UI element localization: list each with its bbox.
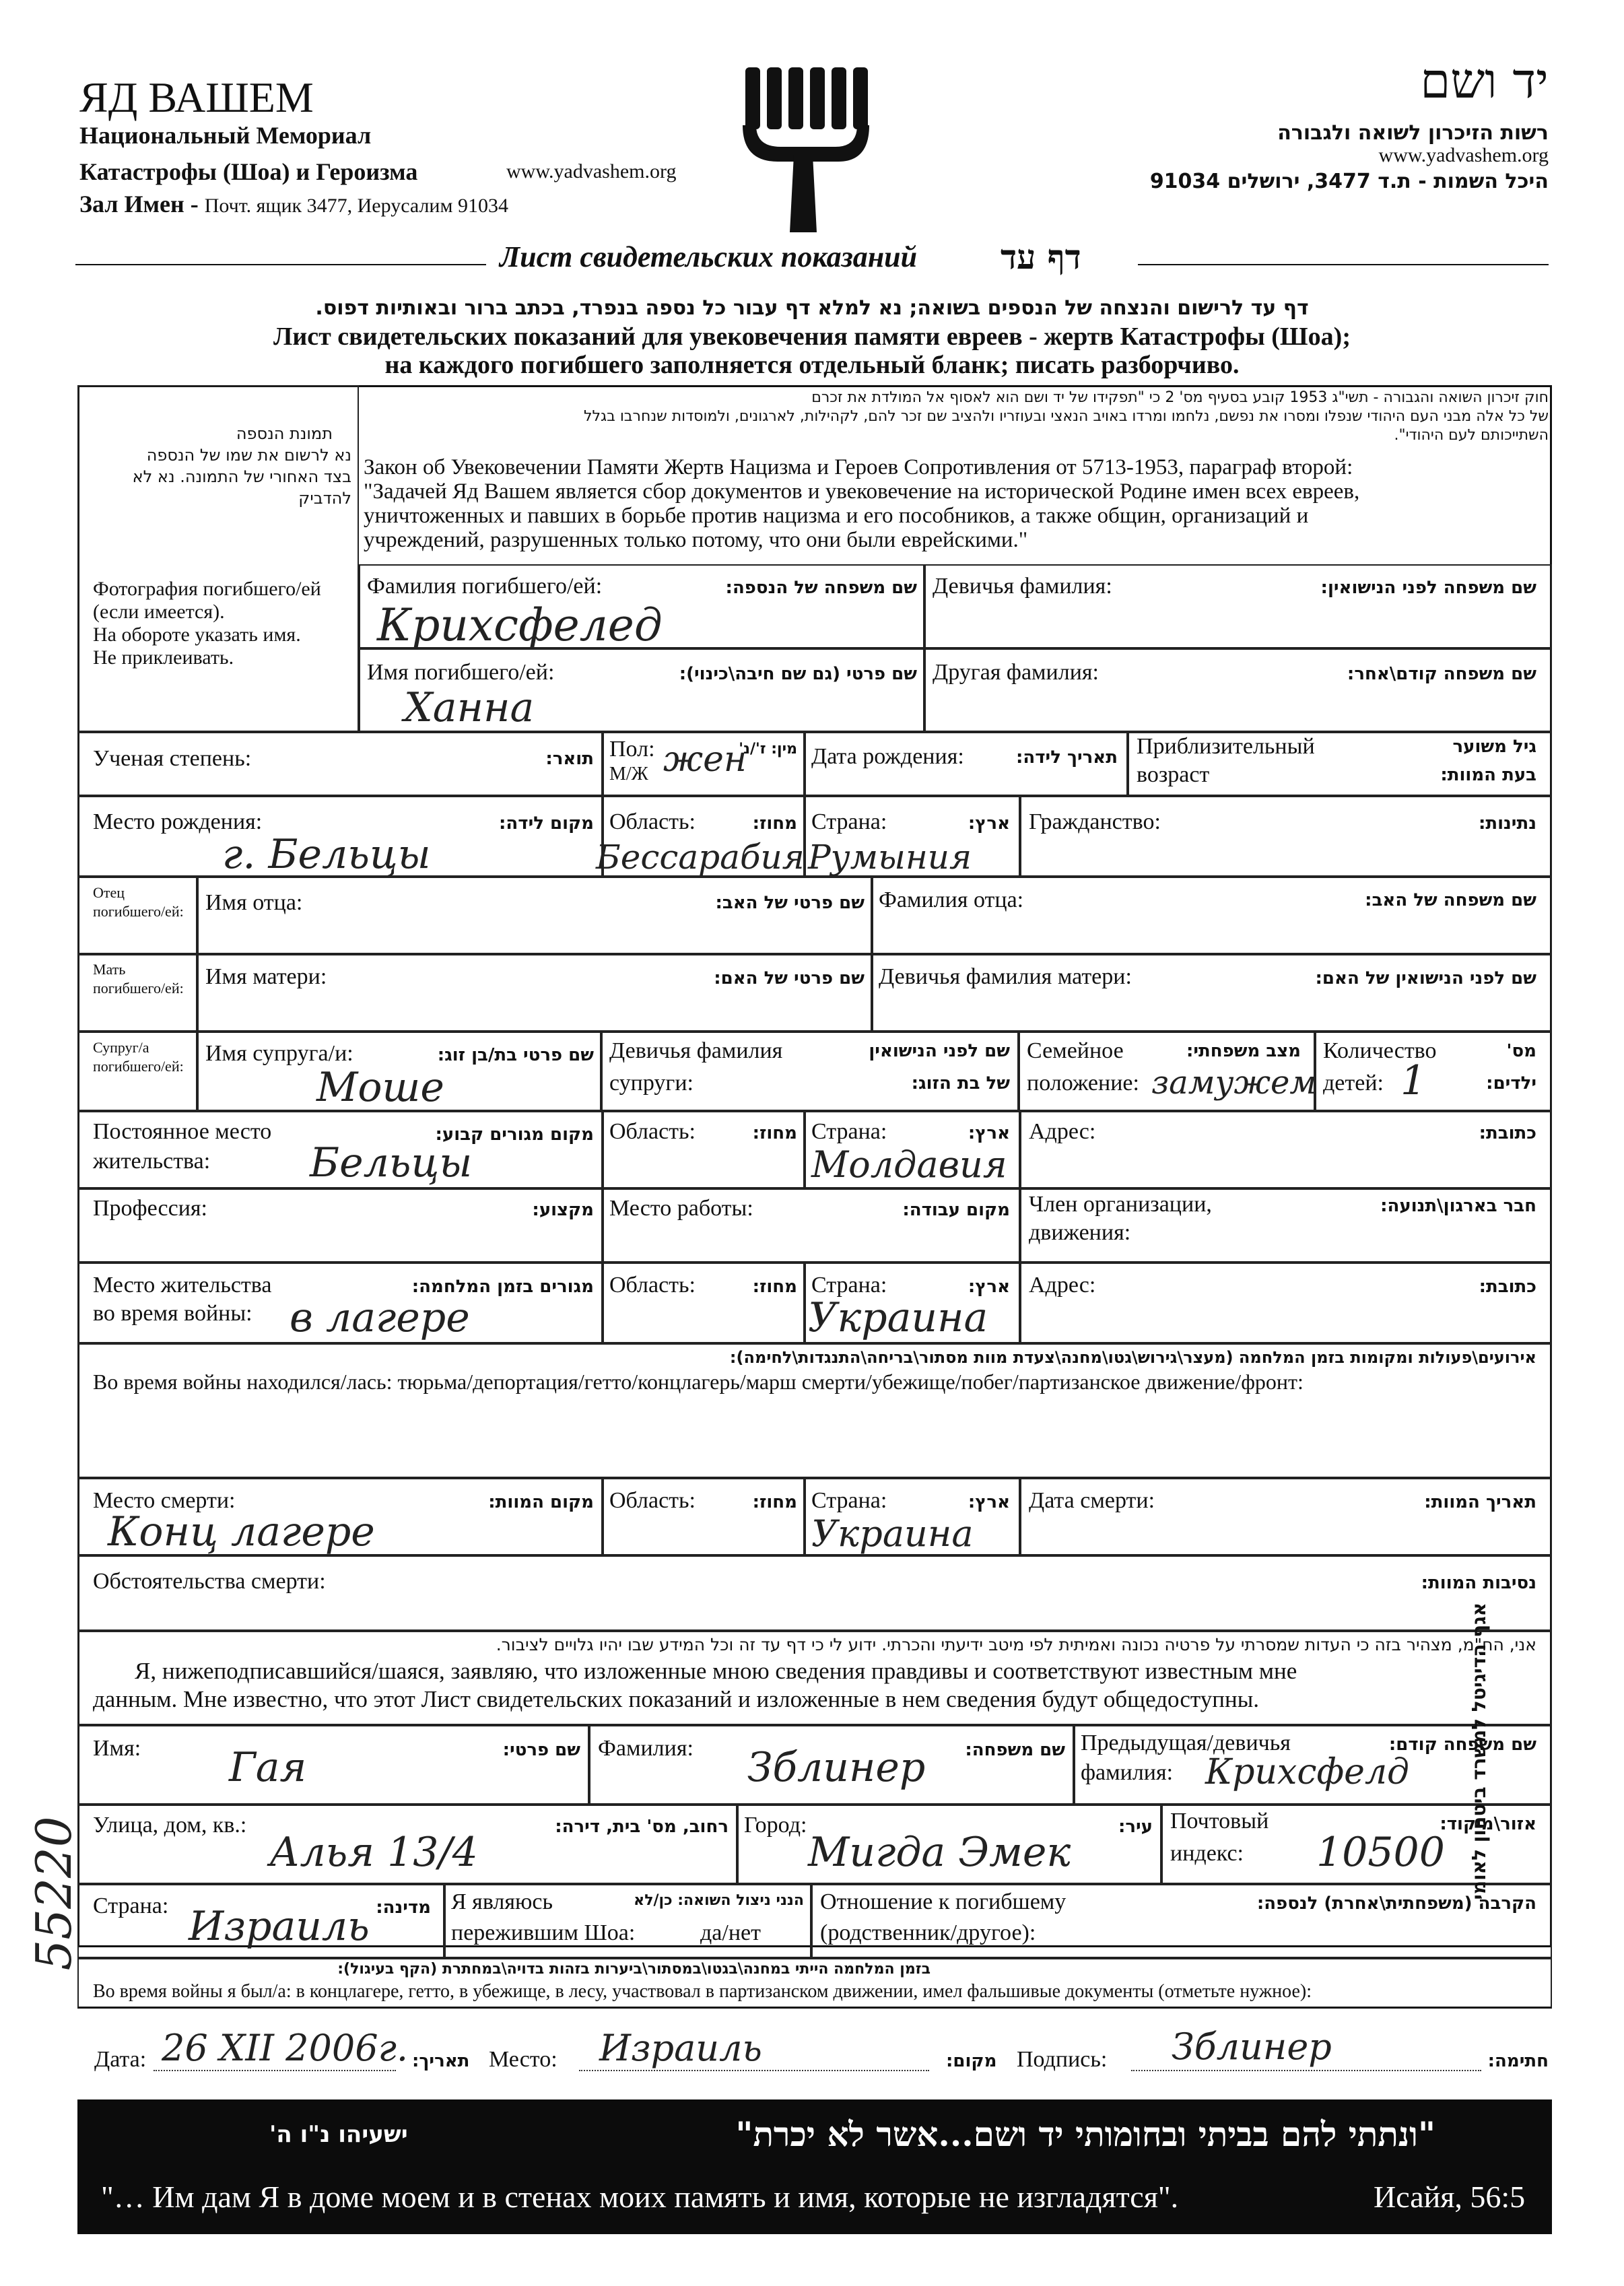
label-death-circ-ru: Обстоятельства смерти: xyxy=(93,1569,326,1594)
label-sign-ru: Подпись: xyxy=(1017,2047,1108,2072)
handwritten-margin-number: 55220 xyxy=(26,1816,82,1971)
handwritten-submitter-zip: 10500 xyxy=(1316,1829,1445,1876)
label-age-ru-2: возраст xyxy=(1137,762,1210,787)
header-hall-of-names xyxy=(79,190,508,218)
handwritten-place: Израиль xyxy=(599,2027,762,2069)
label-mother-maiden-he: שם לפני הנישואין של האם: xyxy=(1315,968,1536,988)
hall-of-names-label: Зал Имен - xyxy=(79,191,199,217)
photo-ru-1: Фотография погибшего/ей xyxy=(93,578,321,600)
declaration-ru-2: данным. Мне известно, что этот Лист свидетельских показаний и изложенные в нем сведения будут общедоступны. xyxy=(93,1686,1259,1712)
date-underline xyxy=(154,2070,396,2071)
label-mother-maiden-ru: Девичья фамилия матери: xyxy=(879,964,1132,989)
law-ru-2: "Задачей Яд Вашем является сбор документов и увековечение на исторической Родине имен всех евреев, xyxy=(364,479,1360,504)
label-surname-he: שם משפחה של הנספה: xyxy=(725,578,917,598)
label-region-ru: Область: xyxy=(609,809,696,834)
label-children-ru-1: Количество xyxy=(1323,1038,1437,1063)
label-res-country-he: ארץ: xyxy=(968,1123,1010,1143)
label-death-place-he: מקום המוות: xyxy=(488,1492,594,1512)
label-res-address-ru: Адрес: xyxy=(1029,1119,1096,1144)
header-hall-of-names-he: היכל השמות - ת.ד 3477, ירושלים 91034 xyxy=(1149,170,1549,193)
label-surname-ru: Фамилия погибшего/ей: xyxy=(367,574,603,599)
instructions-he: דף עד לרישום והנצחה של הנספים בשואה; נא למלא דף עבור כל נספה בנפרד, בכתב ברור ובאותיות דפוס. xyxy=(315,296,1309,320)
label-war-events-ru: Во время войны находился/лась: тюрьма/депортация/гетто/концлагерь/марш смерти/убежище/побег/партизанское движение/фронт: xyxy=(93,1370,1304,1394)
label-war-address-ru: Адрес: xyxy=(1029,1273,1096,1298)
photo-he-1: תמונת הנספה xyxy=(236,424,333,443)
handwritten-submitter-prev: Крихсфелд xyxy=(1205,1752,1410,1792)
label-mother-he: שם פרטי של האם: xyxy=(714,968,865,988)
label-sub-prev-ru-2: фамилия: xyxy=(1081,1760,1174,1785)
label-death-region-he: מחוז: xyxy=(752,1492,797,1512)
field-citizenship[interactable] xyxy=(1020,796,1552,877)
label-pob-he: מקום לידה: xyxy=(499,813,594,834)
instructions-ru-1: Лист свидетельских показаний для увековечения памяти евреев - жертв Катастрофы (Шоа); xyxy=(273,323,1351,351)
label-survivor-ru-2: пережившим Шоа: xyxy=(451,1920,636,1945)
label-residence-ru-2: жительства: xyxy=(93,1149,211,1174)
label-citizen-ru: Гражданство: xyxy=(1029,809,1161,834)
law-he-2: של כל אלה מבני העם היהודי שנפלו ומסרו את נפשם, נלחמו ומרדו באויב הנאצי ובעוזריו ולהציב שם זכר להם, לקהילות, לארגונים, ולמוסדות שנחרבו בגלל xyxy=(584,408,1549,425)
label-marital-ru-2: положение: xyxy=(1027,1071,1139,1096)
label-age-he-1: גיל משוער xyxy=(1452,737,1536,757)
label-relation-ru-2: (родственник/другое): xyxy=(820,1920,1036,1945)
banner-he-reference: ישעיהו נ"ו ה' xyxy=(269,2121,408,2148)
label-war-country-ru: Страна: xyxy=(811,1273,887,1298)
label-maiden-ru: Девичья фамилия: xyxy=(933,574,1112,599)
label-war-address-he: כתובת: xyxy=(1479,1277,1536,1297)
handwritten-firstname: Ханна xyxy=(404,684,535,731)
label-death-place-ru: Место смерти: xyxy=(93,1488,236,1513)
label-sub-street-ru: Улица, дом, кв.: xyxy=(93,1813,247,1838)
label-war-res-he: מגורים בזמן המלחמה: xyxy=(411,1277,594,1297)
label-res-region-ru: Область: xyxy=(609,1119,696,1144)
hall-of-names-address: Почт. ящик 3477, Иерусалим 91034 xyxy=(204,195,508,217)
label-death-country-ru: Страна: xyxy=(811,1488,887,1513)
label-sub-surname-he: שם משפחה: xyxy=(965,1740,1065,1760)
label-age-he-2: בעת המוות: xyxy=(1440,765,1536,785)
label-spouse-side: Супруг/а погибшего/ей: xyxy=(93,1039,184,1075)
law-ru-4: учреждений, разрушенных только потому, что они были еврейскими." xyxy=(364,528,1028,552)
photo-ru-3: На обороте указать имя. xyxy=(93,624,301,646)
label-dob-ru: Дата рождения: xyxy=(811,744,964,769)
handwritten-children: 1 xyxy=(1400,1057,1427,1104)
label-profession-ru: Профессия: xyxy=(93,1196,207,1221)
handwritten-res-country: Молдавия xyxy=(811,1143,1007,1186)
label-survivor-he: הנני ניצול השואה: כן/לא xyxy=(634,1892,804,1909)
label-war-res-ru-2: во время войны: xyxy=(93,1301,252,1326)
label-death-region-ru: Область: xyxy=(609,1488,696,1513)
handwritten-submitter-surname: Зблинер xyxy=(747,1744,926,1791)
label-spouse-ru: Имя супруга/и: xyxy=(205,1041,353,1066)
label-spouse-maiden-he-2: של בת הזוג: xyxy=(911,1073,1010,1094)
label-member-ru-2: движения: xyxy=(1029,1220,1131,1245)
field-submitter-name[interactable] xyxy=(77,1725,589,1805)
label-res-region-he: מחוז: xyxy=(752,1123,797,1143)
label-work-he: מקום עבודה: xyxy=(902,1200,1010,1220)
label-death-date-he: תאריך המוות: xyxy=(1424,1492,1536,1512)
label-sex-he: מין: ז'/נ' xyxy=(739,741,797,758)
label-relation-he: הקרבה (משפחתית\אחרת) לנספה: xyxy=(1256,1893,1536,1914)
label-country-ru: Страна: xyxy=(811,809,887,834)
label-member-ru-1: Член организации, xyxy=(1029,1192,1212,1217)
label-sub-city-ru: Город: xyxy=(744,1813,807,1838)
photo-ru-2: (если имеется). xyxy=(93,601,225,623)
label-other-he: שם משפחה קודם\אחר: xyxy=(1347,664,1536,684)
label-spouse-he: שם פרטי בת/בן זוג: xyxy=(437,1045,594,1065)
handwritten-date: 26 XII 2006г. xyxy=(162,2027,409,2069)
label-sub-zip-he: אזור\מיקוד: xyxy=(1440,1814,1536,1834)
instructions-ru-2: на каждого погибшего заполняется отдельный бланк; писать разборчиво. xyxy=(384,351,1240,379)
signature-underline xyxy=(1131,2070,1481,2071)
label-firstname-he: שם פרטי (גם שם חיבה\כינוי): xyxy=(679,664,917,684)
label-marital-ru-1: Семейное xyxy=(1027,1038,1124,1063)
label-other-ru: Другая фамилия: xyxy=(933,660,1099,685)
banner-ru-quote: "… Им дам Я в доме моем и в стенах моих память и имя, которые не изгладятся". xyxy=(101,2180,1179,2214)
label-country-he: ארץ: xyxy=(968,813,1010,834)
label-sub-city-he: עיר: xyxy=(1118,1817,1153,1837)
yad-vashem-title-ru: ЯД ВАШЕМ xyxy=(79,73,314,121)
yad-vashem-logo-icon xyxy=(737,61,872,239)
form-title-he: דף עד xyxy=(1001,237,1081,277)
label-mother-ru: Имя матери: xyxy=(205,964,327,989)
label-maiden-he: שם משפחה לפני הנישואין: xyxy=(1320,578,1536,598)
label-war-region-he: מחוז: xyxy=(752,1277,797,1297)
label-pob-ru: Место рождения: xyxy=(93,809,263,834)
handwritten-residence: Бельцы xyxy=(310,1139,473,1186)
label-date-ru: Дата: xyxy=(94,2047,147,2072)
label-age-ru-1: Приблизительный xyxy=(1137,734,1315,759)
label-death-date-ru: Дата смерти: xyxy=(1029,1488,1155,1513)
label-spouse-maiden-he-1: שם לפני הנישואין xyxy=(869,1041,1010,1061)
label-citizen-he: נתינות: xyxy=(1478,813,1536,834)
law-ru-3: уничтоженных и павших в борьбе против нацизма и его пособников, а также общин, организаций и xyxy=(364,504,1309,528)
handwritten-birth-region: Бессарабия xyxy=(596,838,805,877)
label-firstname-ru: Имя погибшего/ей: xyxy=(367,660,555,685)
label-work-ru: Место работы: xyxy=(609,1196,753,1221)
header-url-left: www.yadvashem.org xyxy=(506,160,677,182)
title-rule-left xyxy=(75,264,486,265)
label-date-he: תאריך: xyxy=(412,2051,470,2071)
label-sub-prev-he: שם משפחה קודם: xyxy=(1388,1735,1536,1755)
place-underline xyxy=(579,2070,929,2071)
label-place-ru: Место: xyxy=(489,2047,557,2072)
handwritten-death-place: Конц лагере xyxy=(108,1508,375,1555)
label-father-surname-ru: Фамилия отца: xyxy=(879,887,1024,912)
label-father-surname-he: שם משפחה של האב: xyxy=(1365,890,1536,910)
header-url-right: www.yadvashem.org xyxy=(1378,144,1549,166)
photo-he-2: נא לרשום את שמו של הנספה xyxy=(146,446,351,465)
declaration-he: אני, הח"מ, מצהיר בזה כי העדות שמסרתי על פרטיה נכונה ואמיתית לפי מיטב ידיעתי והכרתי. ידוע לי כי דף עד זה וכל המידע שבו יהיו גלויים לציבור. xyxy=(496,1635,1536,1654)
label-death-country-he: ארץ: xyxy=(968,1492,1010,1512)
handwritten-submitter-street: Алья 13/4 xyxy=(269,1829,478,1876)
yad-vashem-title-he: יד ושם xyxy=(1420,53,1549,109)
photo-he-4: להדביק xyxy=(298,489,351,508)
label-war-region-ru: Область: xyxy=(609,1273,696,1298)
title-rule-right xyxy=(1138,264,1549,265)
label-region-he: מחוז: xyxy=(752,813,797,834)
label-sub-country-he: מדינה: xyxy=(376,1897,431,1918)
label-children-he-1: מס' xyxy=(1506,1041,1536,1061)
label-degree-ru: Ученая степень: xyxy=(93,746,252,771)
label-member-he: חבר בארגון\תנועה: xyxy=(1380,1196,1536,1216)
banner-ru-reference: Исайя, 56:5 xyxy=(1374,2180,1526,2214)
label-death-circ-he: נסיבות המוות: xyxy=(1421,1573,1536,1593)
side-note-vertical: אגף הדיגיטל למשרד ביטחון לאומי xyxy=(1468,1603,1490,1900)
banner-he-quote: "ונתתי להם בביתי ובחומותי יד ושם...אשר לא יכרת" xyxy=(735,2114,1435,2154)
handwritten-submitter-city: Мигда Эмек xyxy=(808,1829,1071,1876)
label-sex-ru: Пол: xyxy=(609,737,655,762)
label-survivor-ru-1: Я являюсь xyxy=(451,1889,553,1914)
label-mother-side: Мать погибшего/ей: xyxy=(93,961,184,997)
handwritten-death-country: Украина xyxy=(811,1512,974,1555)
label-survivor-opts: да/нет xyxy=(700,1920,761,1945)
label-sign-he: חתימה: xyxy=(1487,2051,1549,2071)
handwritten-surname: Крихсфелед xyxy=(377,599,663,651)
label-res-country-ru: Страна: xyxy=(811,1119,887,1144)
handwritten-spouse: Моше xyxy=(316,1064,444,1111)
handwritten-birth-country: Румыния xyxy=(808,838,972,877)
handwritten-signature: Зблинер xyxy=(1172,2025,1332,2068)
label-sub-street-he: רחוב, מס' בית, דירה: xyxy=(555,1817,729,1837)
label-sub-zip-ru-1: Почтовый xyxy=(1170,1809,1269,1834)
label-children-ru-2: детей: xyxy=(1323,1071,1384,1096)
field-residence-address[interactable] xyxy=(1020,1111,1552,1188)
handwritten-sex: жен xyxy=(663,739,747,780)
law-he-3: השתייכותם לעם היהודי". xyxy=(1394,427,1549,444)
label-war-country-he: ארץ: xyxy=(968,1277,1010,1297)
law-he-1: חוק זיכרון השואה והגבורה - תשי"ג 1953 קובע בסעיף מס' 2 כי "תפקידו של יד ושם הוא לאסוף אל המולדת את זכרם xyxy=(811,389,1549,406)
handwritten-submitter-name: Гая xyxy=(229,1744,307,1791)
label-sub-war-ru: Во время войны я был/а: в концлагере, гетто, в убежище, в лесу, участвовал в партизанском движении, имел фальшивые документы (отметьте нужное): xyxy=(93,1981,1312,2002)
header-line-catastrophe: Катастрофы (Шоа) и Героизма xyxy=(79,158,418,185)
label-spouse-maiden-ru-1: Девичья фамилия xyxy=(609,1038,783,1063)
label-relation-ru-1: Отношение к погибшему xyxy=(820,1889,1067,1914)
label-children-he-2: ילדים: xyxy=(1486,1073,1536,1094)
header-line-authority-he: רשות הזיכרון לשואה ולגבורה xyxy=(1277,121,1549,145)
label-place-he: מקום: xyxy=(946,2051,997,2071)
label-profession-he: מקצוע: xyxy=(532,1200,594,1220)
label-sub-name-ru: Имя: xyxy=(93,1736,141,1761)
label-residence-he: מקום מגורים קבוע: xyxy=(435,1124,594,1145)
photo-ru-4: Не приклеивать. xyxy=(93,646,234,669)
form-title-ru: Лист свидетельских показаний xyxy=(500,240,918,273)
handwritten-war-residence: в лагере xyxy=(290,1294,470,1341)
label-res-address-he: כתובת: xyxy=(1479,1123,1536,1143)
field-war-address[interactable] xyxy=(1020,1263,1552,1343)
label-sub-zip-ru-2: индекс: xyxy=(1170,1841,1244,1866)
law-ru-1: Закон об Увековечении Памяти Жертв Нацизма и Героев Сопротивления от 5713-1953, параграф второй: xyxy=(364,455,1353,479)
label-father-side: Отец погибшего/ей: xyxy=(93,884,184,920)
label-spouse-maiden-ru-2: супруги: xyxy=(609,1071,693,1096)
label-marital-he: מצב משפחתי: xyxy=(1186,1041,1301,1061)
handwritten-marital: замужем xyxy=(1151,1064,1317,1102)
label-sub-prev-ru-1: Предыдущая/девичья xyxy=(1081,1730,1291,1755)
label-sub-name-he: שם פרטי: xyxy=(502,1740,580,1760)
label-sub-war-he: בזמן המלחמה הייתי במחנה\בגטו\במסתור\ביערות בזהות בדויה\במחתרת (הקף בעיגול): xyxy=(337,1961,931,1978)
label-degree-he: תואר: xyxy=(545,749,594,769)
handwritten-birth-place: г. Бельцы xyxy=(222,831,431,878)
label-dob-he: תאריך לידה: xyxy=(1016,747,1118,768)
label-sub-surname-ru: Фамилия: xyxy=(598,1736,693,1761)
handwritten-submitter-country: Израиль xyxy=(189,1903,370,1950)
declaration-ru-1: Я, нижеподписавшийся/шаяся, заявляю, что изложенные мною сведения правдивы и соответствуют известным мне xyxy=(135,1658,1297,1684)
label-sex-opts: М/Ж xyxy=(609,764,648,784)
label-father-he: שם פרטי של האב: xyxy=(715,893,865,913)
label-war-events-he: אירועים\פעולות ומקומות בזמן המלחמה (מעצר\גירוש\גטו\מחנה\צעדת מוות מסתור\בריחה\התנגדות\לחימה): xyxy=(729,1348,1536,1367)
label-father-ru: Имя отца: xyxy=(205,890,303,915)
label-residence-ru-1: Постоянное место xyxy=(93,1119,272,1144)
label-war-res-ru-1: Место жительства xyxy=(93,1273,272,1298)
header-line-memorial: Национальный Мемориал xyxy=(79,122,372,149)
handwritten-war-country: Украина xyxy=(808,1294,988,1341)
label-sub-country-ru: Страна: xyxy=(93,1893,169,1918)
photo-he-3: בצד האחורי של התמונה. נא לא xyxy=(132,467,351,486)
